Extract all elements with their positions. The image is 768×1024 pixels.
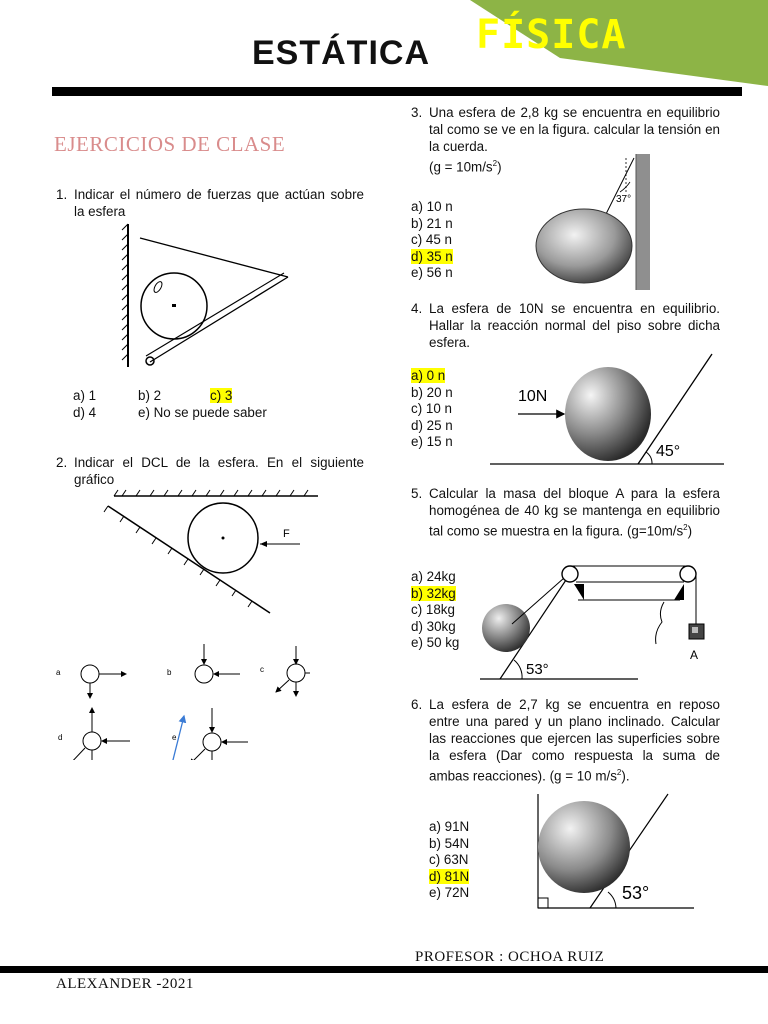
option-b[interactable]: b) 20 n xyxy=(411,384,453,400)
option-label-a: a xyxy=(56,668,61,677)
option-e[interactable]: e) 56 n xyxy=(411,265,453,281)
bottom-divider xyxy=(0,966,768,973)
angle-label: 37° xyxy=(616,194,632,205)
question-text: Indicar el número de fuerzas que actúan sobre la esfera xyxy=(74,187,364,219)
question-number: 2. xyxy=(56,455,68,470)
question-text: Una esfera de 2,8 kg se encuentra en equilibrio tal como se ve en la figura. calcular la tensión en la cuerda. xyxy=(429,105,720,154)
option-d[interactable]: d) 25 n xyxy=(411,417,453,433)
question-1 xyxy=(56,186,364,220)
question-1-options-row1 xyxy=(73,388,96,405)
dcl-options xyxy=(54,640,314,760)
option-a[interactable]: a) 1 xyxy=(73,388,97,403)
option-label-e: e xyxy=(172,733,177,742)
option-e[interactable]: e) 15 n xyxy=(411,434,453,450)
author-credit: ALEXANDER -2021 xyxy=(56,976,194,992)
question-text: La esfera de 10N se encuentra en equilibrio. Hallar la reacción normal del piso sobre dicha esfera. xyxy=(429,301,720,350)
question-2 xyxy=(56,454,364,488)
question-number: 1. xyxy=(56,187,68,202)
option-e[interactable]: e) 72N xyxy=(429,885,470,901)
page-title: ESTÁTICA xyxy=(252,34,430,72)
top-divider xyxy=(52,87,742,96)
question-5-options xyxy=(411,569,459,652)
option-b[interactable]: b) 21 n xyxy=(411,215,453,231)
option-b[interactable]: b) 54N xyxy=(429,835,470,851)
angle-label: 45° xyxy=(656,443,681,460)
question-number: 5. xyxy=(411,486,423,501)
angle-label: 53° xyxy=(526,661,549,678)
figure-sphere-pulley-block xyxy=(478,562,718,682)
option-d[interactable]: d) 81N xyxy=(429,868,470,884)
figure-sphere-wall-incline xyxy=(532,792,702,912)
figure-sphere-ceiling-incline xyxy=(100,488,330,618)
option-d[interactable]: d) 35 n xyxy=(411,248,453,264)
question-number: 6. xyxy=(411,697,423,712)
option-a[interactable]: a) 0 n xyxy=(411,368,446,383)
option-e[interactable]: e) 50 kg xyxy=(411,635,460,651)
option-label-d: d xyxy=(58,733,63,742)
question-text: La esfera de 2,7 kg se encuentra en reposo entre una pared y un plano inclinado. Calcular las reacciones que ejercen las superficies sobre la esfera (Dar como respuesta la suma de ambas reacciones). (g = 10 m/s xyxy=(429,697,720,784)
question-6: 6. La esfera de 2,7 kg se encuentra en reposo entre una pared y un plano inclinado. Calcular las reacciones que ejercen las superficies sobre la esfera (Dar como respuesta la suma de ambas reacciones). (g = 10 $m/s^2$). xyxy=(411,697,720,784)
option-a[interactable]: a) 91N xyxy=(429,819,470,834)
question-text: Calcular la masa del bloque A para la esfera homogénea de 40 kg se mantenga en equilibrio tal como se muestra en la figura. (g=10m/s xyxy=(429,486,720,539)
option-a[interactable]: a) 24kg xyxy=(411,569,456,584)
question-3: 3. Una esfera de 2,8 kg se encuentra en equilibrio tal como se ve en la figura. calcular la tensión en la cuerda. $(g = 10m/s^2)$ xyxy=(411,105,720,175)
question-3-options xyxy=(411,199,453,282)
force-label: 10N xyxy=(518,388,548,405)
option-label-b: b xyxy=(167,668,172,677)
option-a[interactable]: a) 10 n xyxy=(411,199,453,214)
figure-sphere-wall-rope xyxy=(532,152,662,292)
option-d[interactable]: d) 30kg xyxy=(411,618,456,634)
question-1-option-d[interactable]: d) 4 xyxy=(73,405,97,420)
professor-credit: PROFESOR : OCHOA RUIZ xyxy=(415,949,605,965)
question-4-options xyxy=(411,368,453,451)
question-6-options xyxy=(429,819,469,902)
force-label: F xyxy=(283,528,290,540)
block-label: A xyxy=(690,648,699,662)
question-1-option-e[interactable]: e) No se puede saber xyxy=(138,405,267,420)
option-c[interactable]: c) 63N xyxy=(429,852,469,868)
brand-title: FÍSICA xyxy=(476,12,627,58)
section-title: EJERCICIOS DE CLASE xyxy=(54,132,286,156)
question-1-option-c[interactable]: c) 3 xyxy=(210,388,233,403)
option-c[interactable]: c) 18kg xyxy=(411,602,455,618)
option-c[interactable]: c) 10 n xyxy=(411,401,452,417)
figure-sphere-incline-force xyxy=(488,350,728,470)
question-number: 3. xyxy=(411,105,423,120)
question-1-option-b[interactable]: b) 2 xyxy=(138,388,162,403)
option-b[interactable]: b) 32kg xyxy=(411,585,456,601)
question-number: 4. xyxy=(411,301,423,316)
angle-label: 53° xyxy=(622,883,650,903)
question-text: Indicar el DCL de la esfera. En el siguiente gráfico xyxy=(74,455,364,487)
option-c[interactable]: c) 45 n xyxy=(411,232,452,248)
question-4 xyxy=(411,300,720,351)
option-label-c: c xyxy=(260,665,264,674)
question-5: 5. Calcular la masa del bloque A para la esfera homogénea de 40 kg se mantenga en equilibrio tal como se muestra en la figura. $(g=10m/s^2)$ xyxy=(411,486,720,539)
figure-sphere-wall-rod xyxy=(118,222,298,372)
